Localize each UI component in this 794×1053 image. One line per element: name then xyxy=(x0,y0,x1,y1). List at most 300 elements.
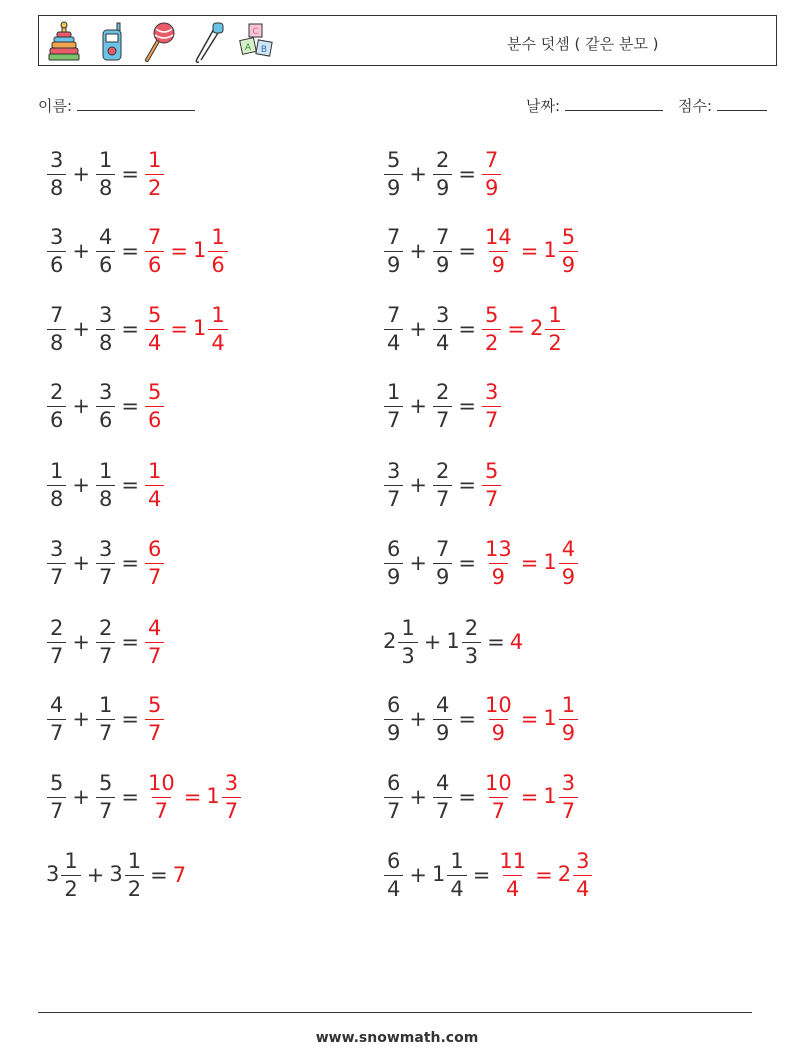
whole-number: 3 xyxy=(109,862,123,886)
plus-sign: + xyxy=(423,630,442,654)
operand-term xyxy=(109,848,145,901)
score-label: 점수: xyxy=(678,97,713,115)
denominator: 7 xyxy=(96,719,115,744)
fraction xyxy=(384,770,403,823)
denominator: 9 xyxy=(559,719,578,744)
date-blank[interactable] xyxy=(565,96,663,111)
fraction xyxy=(545,302,564,355)
fraction xyxy=(145,615,164,668)
plus-sign: + xyxy=(72,630,90,654)
numerator: 2 xyxy=(50,379,64,404)
footer-divider xyxy=(38,1012,752,1013)
problem xyxy=(46,371,165,441)
whole-number: 7 xyxy=(172,863,187,887)
rattle-icon xyxy=(141,21,179,63)
fraction xyxy=(384,536,403,589)
numerator: 14 xyxy=(484,224,512,249)
operand-term xyxy=(46,224,67,277)
numerator: 1 xyxy=(387,379,401,404)
equals-sign: = xyxy=(458,707,476,731)
denominator: 7 xyxy=(482,406,501,431)
problem xyxy=(383,684,579,754)
denominator: 9 xyxy=(384,563,403,588)
numerator: 11 xyxy=(499,848,527,873)
numerator: 7 xyxy=(387,302,401,327)
fraction xyxy=(145,224,164,277)
numerator: 10 xyxy=(147,770,175,795)
fraction xyxy=(145,770,178,823)
fraction xyxy=(47,379,66,432)
numerator: 1 xyxy=(147,147,162,172)
denominator: 9 xyxy=(384,251,403,276)
fraction xyxy=(96,692,115,745)
denominator: 6 xyxy=(47,251,66,276)
denominator: 9 xyxy=(489,719,508,744)
denominator: 2 xyxy=(545,329,564,354)
numerator: 1 xyxy=(561,692,576,717)
answer-term xyxy=(481,379,502,432)
fraction xyxy=(208,302,227,355)
fraction xyxy=(433,458,452,511)
numerator: 4 xyxy=(50,692,64,717)
answer-term xyxy=(529,302,566,355)
denominator: 7 xyxy=(222,797,241,822)
svg-text:B: B xyxy=(260,45,268,55)
denominator: 8 xyxy=(47,174,66,199)
denominator: 4 xyxy=(503,875,522,900)
equals-sign: = xyxy=(458,551,476,575)
fraction xyxy=(433,224,452,277)
fraction xyxy=(47,536,66,589)
denominator: 4 xyxy=(208,329,227,354)
operand-term xyxy=(46,302,67,355)
fraction xyxy=(433,692,452,745)
answer-term xyxy=(481,147,502,200)
numerator: 5 xyxy=(147,379,162,404)
ring-stacker-icon xyxy=(45,21,83,63)
fraction xyxy=(482,770,515,823)
operand-term xyxy=(383,458,404,511)
answer-term xyxy=(510,630,524,654)
operand-term xyxy=(95,536,116,589)
numerator: 5 xyxy=(561,224,576,249)
equals-sign: = xyxy=(472,863,491,887)
name-label: 이름: xyxy=(38,97,73,115)
fraction xyxy=(384,224,403,277)
answer-term xyxy=(144,770,179,823)
equals-sign: = xyxy=(121,239,139,263)
equals-sign: = xyxy=(121,785,139,809)
fraction xyxy=(47,147,66,200)
svg-text:C: C xyxy=(252,27,259,37)
numerator: 3 xyxy=(387,458,401,483)
numerator: 7 xyxy=(50,302,64,327)
fraction xyxy=(433,536,452,589)
denominator: 7 xyxy=(47,563,66,588)
whole-number: 1 xyxy=(543,550,557,574)
numerator: 1 xyxy=(127,848,142,873)
fraction xyxy=(96,458,115,511)
whole-number: 2 xyxy=(529,316,544,340)
operand-term xyxy=(432,770,453,823)
fraction xyxy=(47,770,66,823)
answer-term xyxy=(144,379,165,432)
numerator: 1 xyxy=(98,147,113,172)
fraction xyxy=(482,302,501,355)
denominator: 4 xyxy=(573,875,592,900)
fraction xyxy=(447,848,466,901)
answer-term xyxy=(495,848,530,901)
numerator: 1 xyxy=(50,458,64,483)
numerator: 5 xyxy=(98,770,113,795)
denominator: 9 xyxy=(384,719,403,744)
denominator: 7 xyxy=(433,797,452,822)
denominator: 4 xyxy=(447,875,466,900)
numerator: 6 xyxy=(387,536,401,561)
operand-term xyxy=(383,692,404,745)
fraction xyxy=(145,147,164,200)
numerator: 3 xyxy=(50,536,64,561)
operand-term xyxy=(432,536,453,589)
operand-term xyxy=(432,379,453,432)
answer-term xyxy=(543,224,579,277)
denominator: 2 xyxy=(145,174,164,199)
problem xyxy=(383,294,566,364)
answer-term xyxy=(557,848,594,901)
baby-phone-icon xyxy=(93,21,131,63)
operand-term xyxy=(95,224,116,277)
footer-url: www.snowmath.com xyxy=(315,1030,479,1046)
denominator: 9 xyxy=(489,563,508,588)
fraction xyxy=(384,147,403,200)
name-blank[interactable] xyxy=(77,96,195,111)
numerator: 1 xyxy=(98,692,113,717)
operand-term xyxy=(46,848,82,901)
date-field xyxy=(526,95,663,116)
numerator: 3 xyxy=(561,770,576,795)
problem xyxy=(46,607,165,677)
numerator: 2 xyxy=(50,615,64,640)
numerator: 7 xyxy=(147,224,162,249)
equals-sign: = xyxy=(535,863,553,887)
problem xyxy=(46,840,187,910)
fraction xyxy=(47,692,66,745)
plus-sign: + xyxy=(409,551,427,575)
operand-term xyxy=(432,692,453,745)
equals-sign: = xyxy=(487,630,505,654)
numerator: 3 xyxy=(98,302,113,327)
denominator: 7 xyxy=(96,642,115,667)
operand-term xyxy=(383,536,404,589)
equals-sign: = xyxy=(121,630,139,654)
denominator: 7 xyxy=(47,797,66,822)
denominator: 8 xyxy=(96,174,115,199)
whole-number: 2 xyxy=(383,629,397,653)
numerator: 6 xyxy=(147,536,162,561)
numerator: 10 xyxy=(484,770,512,795)
denominator: 7 xyxy=(433,485,452,510)
problem xyxy=(383,371,502,441)
fraction xyxy=(208,224,227,277)
operand-term xyxy=(432,458,453,511)
denominator: 7 xyxy=(384,797,403,822)
numerator: 3 xyxy=(50,147,64,172)
fraction xyxy=(96,770,115,823)
header-icons xyxy=(45,20,275,64)
equals-sign: = xyxy=(458,785,476,809)
answer-term xyxy=(481,770,516,823)
answer-term xyxy=(206,770,242,823)
date-label: 날짜: xyxy=(526,97,561,115)
numerator: 3 xyxy=(98,379,113,404)
fraction xyxy=(482,458,501,511)
denominator: 4 xyxy=(145,329,164,354)
denominator: 2 xyxy=(482,329,501,354)
fraction xyxy=(47,615,66,668)
plus-sign: + xyxy=(409,394,427,418)
equals-sign: = xyxy=(458,394,476,418)
denominator: 6 xyxy=(145,251,164,276)
fraction xyxy=(433,379,452,432)
answer-term xyxy=(481,692,516,745)
operand-term xyxy=(383,615,419,668)
denominator: 9 xyxy=(482,174,501,199)
answer-term xyxy=(481,224,516,277)
denominator: 7 xyxy=(47,642,66,667)
numerator: 13 xyxy=(484,536,512,561)
denominator: 7 xyxy=(96,797,115,822)
fraction xyxy=(384,692,403,745)
fraction xyxy=(384,379,403,432)
abc-blocks-icon xyxy=(237,21,275,63)
problem xyxy=(46,450,165,520)
whole-number: 1 xyxy=(206,784,220,808)
denominator: 3 xyxy=(398,642,417,667)
fraction xyxy=(462,615,481,668)
fraction xyxy=(384,302,403,355)
safety-pin-icon xyxy=(189,21,227,63)
fraction xyxy=(559,692,578,745)
numerator: 7 xyxy=(387,224,401,249)
problem xyxy=(383,528,579,598)
equals-sign: = xyxy=(507,317,525,341)
numerator: 3 xyxy=(98,536,113,561)
numerator: 6 xyxy=(387,770,401,795)
fraction xyxy=(222,770,241,823)
numerator: 1 xyxy=(147,458,162,483)
fraction xyxy=(496,848,529,901)
numerator: 3 xyxy=(50,224,64,249)
fraction xyxy=(96,379,115,432)
numerator: 1 xyxy=(98,458,113,483)
operand-term xyxy=(46,692,67,745)
equals-sign: = xyxy=(170,239,188,263)
fraction xyxy=(47,224,66,277)
operand-term xyxy=(432,147,453,200)
whole-number: 3 xyxy=(46,862,60,886)
equals-sign: = xyxy=(520,551,539,575)
denominator: 8 xyxy=(96,329,115,354)
fraction xyxy=(398,615,417,668)
fraction xyxy=(482,692,515,745)
plus-sign: + xyxy=(409,473,427,497)
equals-sign: = xyxy=(458,162,476,186)
plus-sign: + xyxy=(72,707,90,731)
operand-term xyxy=(95,147,116,200)
answer-term xyxy=(144,302,165,355)
worksheet-title: 분수 덧셈 ( 같은 분모 ) xyxy=(507,35,659,53)
answer-term xyxy=(192,224,229,277)
denominator: 7 xyxy=(145,563,164,588)
numerator: 1 xyxy=(211,302,225,327)
fraction xyxy=(482,536,515,589)
equals-sign: = xyxy=(520,707,539,731)
numerator: 1 xyxy=(211,224,225,249)
whole-number: 1 xyxy=(431,862,446,886)
fraction xyxy=(559,224,578,277)
denominator: 6 xyxy=(96,406,115,431)
fraction xyxy=(573,848,592,901)
fraction xyxy=(482,147,501,200)
equals-sign: = xyxy=(121,317,139,341)
denominator: 8 xyxy=(47,329,66,354)
denominator: 7 xyxy=(559,797,578,822)
denominator: 9 xyxy=(433,719,452,744)
equals-sign: = xyxy=(121,162,139,186)
problem xyxy=(46,684,165,754)
denominator: 7 xyxy=(433,406,452,431)
plus-sign: + xyxy=(409,162,427,186)
numerator: 1 xyxy=(548,302,562,327)
numerator: 5 xyxy=(387,147,401,172)
denominator: 6 xyxy=(47,406,66,431)
fraction xyxy=(145,536,164,589)
denominator: 7 xyxy=(47,719,66,744)
numerator: 10 xyxy=(484,692,512,717)
numerator: 4 xyxy=(147,615,162,640)
numerator: 7 xyxy=(435,536,450,561)
denominator: 2 xyxy=(61,875,80,900)
numerator: 3 xyxy=(435,302,450,327)
numerator: 4 xyxy=(435,770,450,795)
answer-term xyxy=(144,458,165,511)
denominator: 6 xyxy=(96,251,115,276)
equals-sign: = xyxy=(121,551,139,575)
plus-sign: + xyxy=(409,707,427,731)
numerator: 2 xyxy=(98,615,113,640)
numerator: 1 xyxy=(64,848,78,873)
operand-term xyxy=(95,458,116,511)
plus-sign: + xyxy=(72,317,90,341)
problem xyxy=(383,607,524,677)
numerator: 3 xyxy=(576,848,590,873)
equals-sign: = xyxy=(170,317,188,341)
numerator: 2 xyxy=(435,458,450,483)
denominator: 9 xyxy=(433,174,452,199)
operand-term xyxy=(383,302,404,355)
numerator: 7 xyxy=(435,224,450,249)
denominator: 4 xyxy=(145,485,164,510)
denominator: 4 xyxy=(384,875,403,900)
whole-number: 1 xyxy=(543,238,557,262)
equals-sign: = xyxy=(520,239,539,263)
equals-sign: = xyxy=(150,863,168,887)
denominator: 6 xyxy=(145,406,164,431)
denominator: 7 xyxy=(489,797,508,822)
operand-term xyxy=(446,615,482,668)
answer-term xyxy=(481,536,516,589)
fraction xyxy=(482,379,501,432)
fraction xyxy=(433,770,452,823)
fraction xyxy=(433,147,452,200)
whole-number: 4 xyxy=(509,630,524,654)
answer-term xyxy=(173,863,187,887)
answer-term xyxy=(192,302,229,355)
equals-sign: = xyxy=(458,317,476,341)
fraction xyxy=(47,302,66,355)
equals-sign: = xyxy=(183,785,202,809)
numerator: 2 xyxy=(435,147,450,172)
fraction xyxy=(145,379,164,432)
denominator: 7 xyxy=(145,642,164,667)
fraction xyxy=(145,692,164,745)
score-blank[interactable] xyxy=(717,96,767,111)
numerator: 4 xyxy=(561,536,576,561)
answer-term xyxy=(543,692,579,745)
denominator: 9 xyxy=(559,251,578,276)
numerator: 3 xyxy=(224,770,239,795)
denominator: 4 xyxy=(384,329,403,354)
denominator: 7 xyxy=(384,406,403,431)
operand-term xyxy=(383,848,404,901)
plus-sign: + xyxy=(409,317,427,341)
numerator: 5 xyxy=(484,302,499,327)
fraction xyxy=(96,147,115,200)
numerator: 3 xyxy=(484,379,499,404)
plus-sign: + xyxy=(409,239,427,263)
denominator: 6 xyxy=(208,251,227,276)
denominator: 4 xyxy=(433,329,452,354)
equals-sign: = xyxy=(121,394,139,418)
plus-sign: + xyxy=(409,863,427,887)
whole-number: 1 xyxy=(543,706,557,730)
fraction xyxy=(96,224,115,277)
numerator: 7 xyxy=(484,147,499,172)
equals-sign: = xyxy=(121,707,139,731)
denominator: 7 xyxy=(96,563,115,588)
operand-term xyxy=(432,302,453,355)
fraction xyxy=(96,536,115,589)
problem xyxy=(383,840,593,910)
answer-term xyxy=(144,692,165,745)
plus-sign: + xyxy=(72,239,90,263)
operand-term xyxy=(46,615,67,668)
plus-sign: + xyxy=(72,785,90,809)
plus-sign: + xyxy=(86,863,105,887)
denominator: 2 xyxy=(125,875,144,900)
whole-number: 1 xyxy=(543,784,557,808)
answer-term xyxy=(543,770,579,823)
denominator: 8 xyxy=(47,485,66,510)
fraction xyxy=(433,302,452,355)
operand-term xyxy=(46,147,67,200)
operand-term xyxy=(431,848,468,901)
problem xyxy=(383,450,502,520)
numerator: 2 xyxy=(435,379,450,404)
problem xyxy=(383,216,579,286)
fraction xyxy=(145,458,164,511)
operand-term xyxy=(95,615,116,668)
